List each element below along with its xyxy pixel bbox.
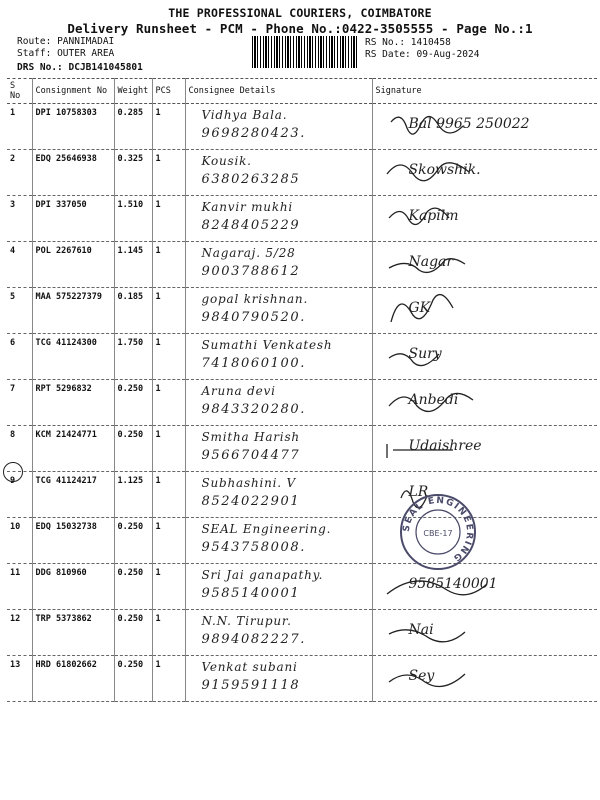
- pcs-cell: 1: [152, 104, 185, 150]
- sno-cell: 11: [7, 564, 32, 610]
- drs-line: [17, 62, 143, 73]
- sno-cell: 10: [7, 518, 32, 564]
- signature-cell: [372, 196, 597, 242]
- consignee-phone: 9543758008.: [201, 540, 306, 555]
- consignee-phone: 9698280423.: [201, 126, 306, 141]
- table-row: [7, 518, 597, 564]
- col-pcs: PCS: [152, 79, 185, 104]
- consignment-cell: TCG 41124217: [32, 472, 114, 518]
- weight-cell: 0.185: [114, 288, 152, 334]
- weight-cell: 0.250: [114, 564, 152, 610]
- signature-text: Bal 9965 250022: [408, 116, 530, 132]
- consignee-phone: 9003788612: [201, 264, 301, 279]
- table-row: [7, 610, 597, 656]
- consignment-cell: DDG 810960: [32, 564, 114, 610]
- consignment-cell: TCG 41124300: [32, 334, 114, 380]
- consignment-cell: RPT 5296832: [32, 380, 114, 426]
- consignee-phone: 8524022901: [201, 494, 301, 509]
- weight-cell: 0.250: [114, 426, 152, 472]
- staff-line: [17, 48, 114, 59]
- consignee-name: Nagaraj. 5/28: [201, 246, 296, 260]
- consignee-name: Venkat subani: [201, 660, 298, 674]
- sno-cell: 6: [7, 334, 32, 380]
- consignment-cell: POL 2267610: [32, 242, 114, 288]
- pcs-cell: 1: [152, 426, 185, 472]
- signature-cell: [372, 150, 597, 196]
- consignee-cell: [185, 380, 372, 426]
- table-row: [7, 104, 597, 150]
- signature-cell: [372, 380, 597, 426]
- consignee-cell: [185, 518, 372, 564]
- table-row: [7, 380, 597, 426]
- consignee-name: gopal krishnan.: [201, 292, 309, 306]
- consignee-phone: 9585140001: [201, 586, 301, 601]
- consignee-cell: [185, 196, 372, 242]
- consignee-phone: 7418060100.: [201, 356, 306, 371]
- sno-cell: 4: [7, 242, 32, 288]
- pcs-cell: 1: [152, 564, 185, 610]
- pcs-cell: 1: [152, 472, 185, 518]
- sno-cell: 13: [7, 656, 32, 702]
- table-row: [7, 472, 597, 518]
- weight-cell: 0.250: [114, 610, 152, 656]
- consignment-cell: MAA 575227379: [32, 288, 114, 334]
- sno-cell: 8: [7, 426, 32, 472]
- signature-text: Nagar: [408, 254, 454, 270]
- stamp-text: SEAL ENGINEERING: [401, 495, 475, 564]
- consignee-name: N.N. Tirupur.: [201, 614, 292, 628]
- consignment-cell: TRP 5373862: [32, 610, 114, 656]
- delivery-table: [7, 78, 597, 702]
- consignment-cell: DPI 10758303: [32, 104, 114, 150]
- consignee-name: Smitha Harish: [201, 430, 300, 444]
- consignment-cell: EDQ 15032738: [32, 518, 114, 564]
- pcs-cell: 1: [152, 334, 185, 380]
- consignee-cell: [185, 104, 372, 150]
- table-row: [7, 564, 597, 610]
- rs-no-label: RS No.:: [365, 37, 406, 48]
- consignee-phone: 9840790520.: [201, 310, 306, 325]
- pcs-cell: 1: [152, 610, 185, 656]
- table-row: [7, 150, 597, 196]
- rs-date-label: RS Date:: [365, 49, 411, 60]
- signature-cell: [372, 334, 597, 380]
- runsheet-subtitle: Delivery Runsheet - PCM - Phone No.:0422-3505555 - Page No.:1: [67, 21, 533, 36]
- signature-scribble: [381, 338, 531, 376]
- signature-text: GK: [408, 300, 431, 316]
- pcs-cell: 1: [152, 518, 185, 564]
- pcs-cell: 1: [152, 196, 185, 242]
- consignee-phone: 9843320280.: [201, 402, 306, 417]
- table-row: [7, 242, 597, 288]
- signature-cell: [372, 656, 597, 702]
- weight-cell: 1.750: [114, 334, 152, 380]
- signature-text: 9585140001: [408, 576, 498, 592]
- pcs-cell: 1: [152, 656, 185, 702]
- col-sno: S No: [7, 79, 32, 104]
- annotation-circle: [3, 462, 23, 482]
- weight-cell: 0.250: [114, 518, 152, 564]
- route-line: [17, 36, 114, 47]
- consignment-cell: KCM 21424771: [32, 426, 114, 472]
- signature-text: Nai: [408, 622, 434, 638]
- consignee-cell: [185, 242, 372, 288]
- weight-cell: 0.250: [114, 656, 152, 702]
- rs-date-value: 09-Aug-2024: [416, 49, 480, 60]
- consignee-cell: [185, 150, 372, 196]
- consignee-name: Kousik.: [201, 154, 252, 168]
- col-consignee: Consignee Details: [185, 79, 372, 104]
- staff-label: Staff:: [17, 48, 52, 59]
- consignment-cell: DPI 337050: [32, 196, 114, 242]
- consignee-name: Sumathi Venkatesh: [201, 338, 333, 352]
- sno-cell: 7: [7, 380, 32, 426]
- consignee-name: SEAL Engineering.: [201, 522, 332, 536]
- staff-value: OUTER AREA: [57, 48, 115, 59]
- weight-cell: 1.125: [114, 472, 152, 518]
- company-title: THE PROFESSIONAL COURIERS, COIMBATORE: [168, 6, 432, 20]
- consignee-cell: [185, 564, 372, 610]
- table-row: [7, 334, 597, 380]
- consignee-cell: [185, 610, 372, 656]
- table-header-row: [7, 79, 597, 104]
- weight-cell: 1.510: [114, 196, 152, 242]
- consignee-phone: 8248405229: [201, 218, 301, 233]
- consignee-cell: [185, 334, 372, 380]
- consignee-phone: 9894082227.: [201, 632, 306, 647]
- pcs-cell: 1: [152, 242, 185, 288]
- signature-scribble: [381, 614, 531, 652]
- consignee-cell: [185, 656, 372, 702]
- rs-date-line: [365, 49, 479, 60]
- signature-scribble: [381, 660, 531, 698]
- consignee-name: Subhashini. V: [201, 476, 296, 490]
- pcs-cell: 1: [152, 380, 185, 426]
- signature-text: Kapilm: [408, 208, 459, 224]
- sno-cell: 12: [7, 610, 32, 656]
- sno-cell: 2: [7, 150, 32, 196]
- table-row: [7, 426, 597, 472]
- rs-no-value: 1410458: [410, 37, 451, 48]
- signature-text: LR: [408, 484, 429, 500]
- route-label: Route:: [17, 36, 52, 47]
- sno-cell: 5: [7, 288, 32, 334]
- consignee-name: Aruna devi: [201, 384, 276, 398]
- weight-cell: 0.250: [114, 380, 152, 426]
- consignee-name: Vidhya Bala.: [201, 108, 288, 122]
- signature-scribble: [381, 246, 531, 284]
- sno-cell: 3: [7, 196, 32, 242]
- rs-no-line: [365, 37, 451, 48]
- signature-text: Anbedi: [408, 392, 459, 408]
- consignee-phone: 9566704477: [201, 448, 301, 463]
- pcs-cell: 1: [152, 288, 185, 334]
- table-row: [7, 656, 597, 702]
- table-row: [7, 196, 597, 242]
- weight-cell: 1.145: [114, 242, 152, 288]
- consignee-name: Kanvir mukhi: [201, 200, 294, 214]
- consignee-cell: [185, 426, 372, 472]
- sno-cell: 1: [7, 104, 32, 150]
- signature-text: Sey: [408, 668, 435, 684]
- col-signature: Signature: [372, 79, 597, 104]
- consignment-cell: HRD 61802662: [32, 656, 114, 702]
- col-weight: Weight: [114, 79, 152, 104]
- col-consignment: Consignment No: [32, 79, 114, 104]
- consignee-name: Sri Jai ganapathy.: [201, 568, 324, 582]
- signature-text: Udaishree: [408, 438, 482, 454]
- barcode: [252, 36, 358, 68]
- sno-cell: 9: [7, 472, 32, 518]
- signature-text: Skowshik.: [408, 162, 481, 178]
- company-seal-stamp: [398, 492, 478, 572]
- consignee-phone: 9159591118: [201, 678, 301, 693]
- signature-scribble: [381, 292, 531, 330]
- pcs-cell: 1: [152, 150, 185, 196]
- drs-value: DCJB141045801: [68, 62, 143, 73]
- drs-label: DRS No.:: [17, 62, 63, 73]
- signature-cell: [372, 288, 597, 334]
- weight-cell: 0.285: [114, 104, 152, 150]
- consignment-cell: EDQ 25646938: [32, 150, 114, 196]
- signature-cell: [372, 610, 597, 656]
- table-row: [7, 288, 597, 334]
- signature-cell: [372, 242, 597, 288]
- signature-cell: [372, 104, 597, 150]
- consignee-cell: [185, 288, 372, 334]
- route-value: PANNIMADAI: [57, 36, 115, 47]
- signature-text: Sury: [408, 346, 442, 362]
- consignee-cell: [185, 472, 372, 518]
- consignee-phone: 6380263285: [201, 172, 301, 187]
- stamp-sub: CBE-17: [423, 529, 453, 538]
- signature-cell: [372, 426, 597, 472]
- weight-cell: 0.325: [114, 150, 152, 196]
